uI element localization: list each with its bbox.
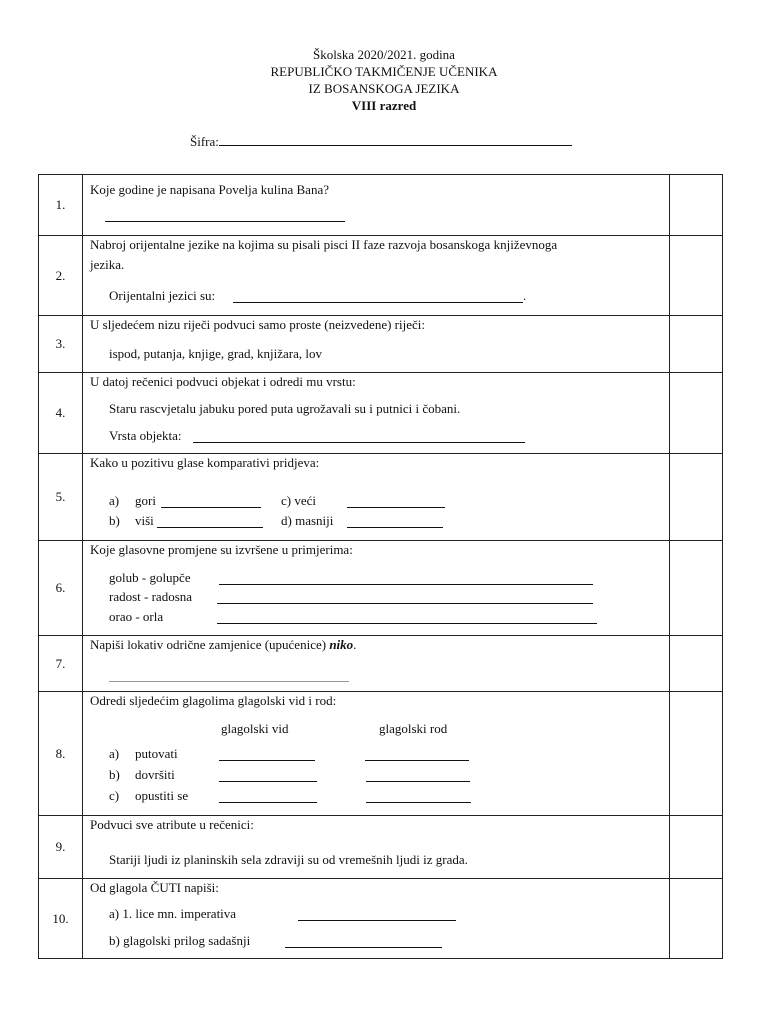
question-body (83, 636, 670, 692)
sub-item: b) glagolski prilog sadašnji (109, 933, 251, 948)
subject-title: IZ BOSANSKOGA JEZIKA (308, 81, 460, 96)
sub-item: a) 1. lice mn. imperativa (109, 906, 237, 921)
question-body (83, 236, 670, 316)
document-header (0, 46, 768, 114)
question-body (83, 692, 670, 816)
aspect-answer-line[interactable] (219, 781, 317, 782)
code-field (190, 133, 572, 150)
question-row (39, 692, 723, 816)
question-text: Koje godine je napisana Povelja kulina Bana? (90, 182, 329, 197)
question-number: 7. (39, 636, 83, 692)
question-body (83, 816, 670, 879)
voice-answer-line[interactable] (366, 802, 471, 803)
sentence: Stariji ljudi iz planinskih sela zdraviji su od vremešnih ljudi iz grada. (109, 852, 468, 867)
question-number: 4. (39, 373, 83, 454)
question-text-continued: jezika. (90, 257, 125, 272)
question-row (39, 816, 723, 879)
score-cell (670, 316, 723, 373)
question-number: 3. (39, 316, 83, 373)
answer-line[interactable] (285, 947, 442, 948)
answer-line[interactable] (217, 603, 593, 604)
question-row (39, 175, 723, 236)
question-number: 6. (39, 541, 83, 636)
answer-line[interactable] (298, 920, 456, 921)
question-body (83, 316, 670, 373)
question-row (39, 236, 723, 316)
school-year: Školska 2020/2021. godina (313, 47, 455, 62)
score-cell (670, 373, 723, 454)
score-cell (670, 879, 723, 959)
voice-answer-line[interactable] (366, 781, 470, 782)
score-cell (670, 454, 723, 541)
item-letter: a) (109, 493, 120, 508)
question-text: Napiši lokativ odrične zamjenice (upućenice) niko. (90, 637, 357, 652)
answer-line[interactable] (161, 507, 261, 508)
question-text: Podvuci sve atribute u rečenici: (90, 817, 254, 832)
answer-line[interactable] (157, 527, 263, 528)
question-row (39, 316, 723, 373)
question-row (39, 879, 723, 959)
question-text: Nabroj orijentalne jezike na kojima su pisali pisci II faze razvoja bosanskoga književnoga (90, 237, 558, 252)
question-number: 8. (39, 692, 83, 816)
answer-label: Orijentalni jezici su: (109, 288, 216, 303)
question-body (83, 454, 670, 541)
aspect-answer-line[interactable] (219, 760, 315, 761)
question-text: Od glagola ČUTI napiši: (90, 880, 219, 895)
questions-table (38, 174, 723, 959)
answer-label: Vrsta objekta: (109, 428, 182, 443)
column-header-aspect: glagolski vid (221, 721, 289, 736)
item-letter: a) (109, 746, 120, 761)
question-body (83, 879, 670, 959)
example: orao - orla (109, 609, 164, 624)
question-body (83, 541, 670, 636)
score-cell (670, 816, 723, 879)
question-row (39, 636, 723, 692)
answer-line[interactable] (219, 584, 593, 585)
voice-answer-line[interactable] (365, 760, 469, 761)
answer-line[interactable] (347, 507, 445, 508)
sentence: Staru rascvjetalu jabuku pored puta ugrožavali su i putnici i čobani. (109, 401, 461, 416)
question-row (39, 454, 723, 541)
answer-line[interactable] (109, 681, 349, 682)
item-letter: c) (109, 788, 120, 803)
example: golub - golupče (109, 570, 191, 585)
emphasized-word: niko (329, 637, 354, 652)
question-text: Koje glasovne promjene su izvršene u primjerima: (90, 542, 353, 557)
question-text: Kako u pozitivu glase komparativi pridjeva: (90, 455, 320, 470)
code-label: Šifra: (190, 134, 219, 149)
question-number: 10. (39, 879, 83, 959)
question-number: 5. (39, 454, 83, 541)
question-number: 2. (39, 236, 83, 316)
answer-line[interactable] (217, 623, 597, 624)
question-row (39, 541, 723, 636)
column-header-voice: glagolski rod (379, 721, 448, 736)
competition-title: REPUBLIČKO TAKMIČENJE UČENIKA (270, 64, 498, 79)
adjective: viši (135, 513, 154, 528)
adjective: d) masniji (281, 513, 334, 528)
question-row (39, 373, 723, 454)
score-cell (670, 236, 723, 316)
question-number: 1. (39, 175, 83, 236)
word-list: ispod, putanja, knjige, grad, knjižara, lov (109, 346, 323, 361)
item-letter: b) (109, 767, 120, 782)
item-letter: b) (109, 513, 120, 528)
grade-title: VIII razred (351, 98, 417, 113)
question-text: Odredi sljedećim glagolima glagolski vid i rod: (90, 693, 337, 708)
verb: putovati (135, 746, 178, 761)
question-text: U datoj rečenici podvuci objekat i odredi mu vrstu: (90, 374, 356, 389)
score-cell (670, 541, 723, 636)
score-cell (670, 175, 723, 236)
score-cell (670, 636, 723, 692)
answer-line[interactable] (233, 302, 523, 303)
answer-line[interactable] (105, 221, 345, 222)
question-body (83, 373, 670, 454)
example: radost - radosna (109, 589, 193, 604)
code-input-line[interactable] (219, 133, 572, 146)
score-cell (670, 692, 723, 816)
question-text: U sljedećem nizu riječi podvuci samo proste (neizvedene) riječi: (90, 317, 425, 332)
question-number: 9. (39, 816, 83, 879)
aspect-answer-line[interactable] (219, 802, 317, 803)
adjective: gori (135, 493, 156, 508)
verb: opustiti se (135, 788, 189, 803)
answer-end: . (523, 288, 527, 303)
answer-line[interactable] (193, 442, 525, 443)
answer-line[interactable] (347, 527, 443, 528)
question-body (83, 175, 670, 236)
adjective: c) veći (281, 493, 317, 508)
verb: dovršiti (135, 767, 175, 782)
